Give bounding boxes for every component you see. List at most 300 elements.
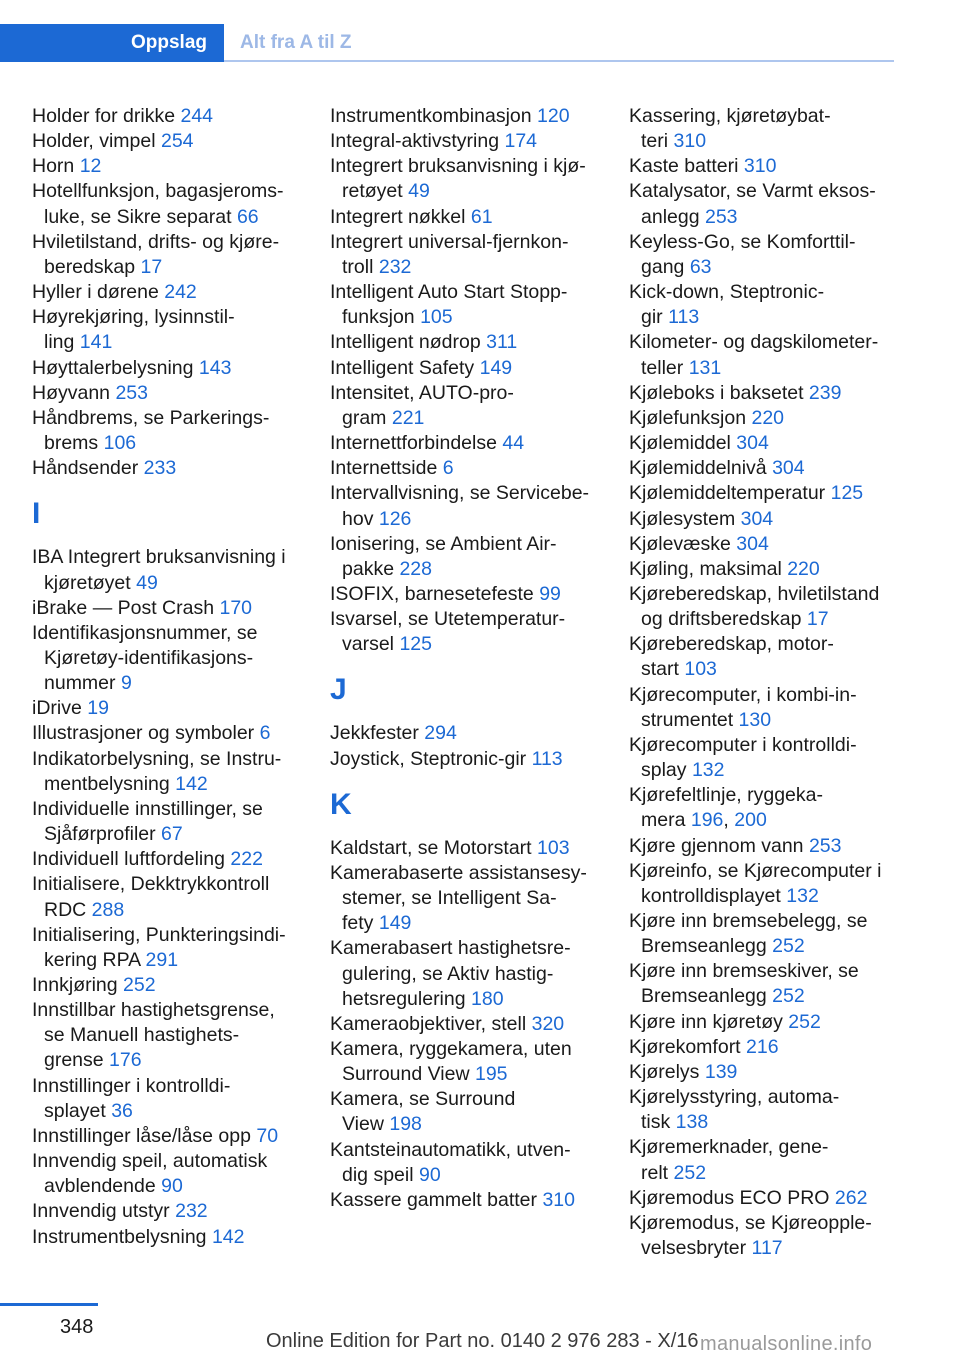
page-link[interactable]: 132: [786, 884, 819, 907]
page-link[interactable]: 120: [537, 105, 570, 127]
index-entry-text: Kamerabasert hastighetsre-: [330, 937, 571, 960]
index-entry-text: strumentet: [641, 708, 739, 731]
index-entry: [32, 1149, 300, 1199]
index-entry-text: Kjøreinfo, se Kjørecomputer i: [629, 859, 882, 882]
index-entry-text: Håndsender: [32, 457, 144, 480]
index-entry-text: Kjøre gjennom vann: [629, 834, 809, 857]
index-entry-text: Høyttalerbelysning: [32, 356, 199, 379]
page-link[interactable]: 63: [689, 255, 712, 278]
index-entry-text: relt: [641, 1161, 674, 1184]
index-entry-text: Kjølevæske: [629, 532, 737, 555]
index-entry: [32, 998, 300, 1073]
page-link[interactable]: 220: [787, 557, 820, 580]
index-entry-text: Integrert nøkkel: [330, 205, 471, 228]
edition-footer: Online Edition for Part no. 0140 2 976 283 - X/16: [266, 1330, 699, 1352]
page-link[interactable]: 125: [830, 482, 864, 505]
index-letter-heading: I: [32, 497, 41, 531]
index-entry-text: Initialisere, Dekktrykkontroll: [32, 873, 270, 896]
page-link[interactable]: 252: [788, 1010, 821, 1033]
page-link[interactable]: 141: [79, 331, 113, 354]
page-link[interactable]: 130: [738, 708, 772, 731]
index-entry-text: Innstillinger låse/låse opp: [32, 1124, 257, 1147]
page-link[interactable]: 36: [111, 1099, 133, 1122]
index-entry-text: Integrert bruksanvisning i kjø-: [330, 155, 586, 178]
index-entry: [32, 381, 300, 406]
index-entry-text: og driftsberedskap: [641, 608, 807, 631]
index-entry-text: Isvarsel, se Utetemperatur-: [330, 608, 566, 631]
index-entry-text: hetsregulering: [342, 987, 471, 1010]
index-entry-text: Kjøre inn bremsebelegg, se: [629, 910, 868, 932]
page-number: 348: [60, 1316, 94, 1338]
index-entry-text: Kantsteinautomatikk, utven-: [330, 1138, 571, 1161]
index-entry-text: kering RPA: [44, 948, 146, 971]
index-entry: [330, 481, 598, 531]
index-entry: [32, 872, 300, 922]
page-link[interactable]: 228: [399, 557, 432, 580]
index-entry-text: Innstillbar hastighetsgrense,: [32, 999, 275, 1022]
page-link[interactable]: 17: [806, 608, 829, 631]
index-entry: [32, 230, 300, 280]
index-entry-text: tisk: [641, 1111, 676, 1134]
tab-oppslag[interactable]: Oppslag: [0, 24, 224, 62]
index-entry-text: splayet: [44, 1099, 112, 1122]
page-link[interactable]: 320: [531, 1012, 565, 1035]
index-entry-text: Kjølemiddeltemperatur: [629, 482, 831, 505]
index-entry: [629, 431, 897, 456]
page-link[interactable]: 131: [688, 356, 722, 379]
index-entry-text: pakke: [342, 557, 400, 580]
index-entry: [32, 1199, 300, 1224]
index-entry-text: Kjøremerknader, gene-: [629, 1136, 829, 1159]
index-entry: [629, 783, 897, 833]
index-entry-text: Intelligent nødrop: [330, 331, 487, 354]
index-entry-text: Holder, vimpel: [32, 130, 161, 153]
index-entry-text: Intensitet, AUTO-pro-: [330, 381, 514, 404]
page-link[interactable]: 142: [175, 772, 208, 795]
index-entry-text: dig speil: [342, 1163, 419, 1186]
index-entry-text: kontrolldisplayet: [641, 884, 787, 907]
index-entry-text: Innkjøring: [32, 974, 124, 996]
index-entry-text: Katalysator, se Varmt eksos-: [629, 180, 876, 203]
index-entry: [330, 330, 598, 355]
page-link[interactable]: 311: [486, 331, 518, 354]
index-entry-text: Ionisering, se Ambient Air-: [330, 532, 557, 555]
index-entry-text: Kamerabaserte assistansesy-: [330, 861, 587, 884]
index-entry-text: start: [641, 658, 685, 681]
index-entry: [629, 230, 897, 280]
page-link[interactable]: 138: [675, 1111, 709, 1134]
page-link[interactable]: 99: [539, 582, 561, 605]
index-entry-text: Internettside: [330, 457, 443, 480]
page-link[interactable]: 70: [256, 1124, 279, 1147]
index-entry: [32, 129, 300, 154]
index-entry: [330, 721, 598, 746]
page-link[interactable]: 252: [123, 974, 156, 996]
page-link[interactable]: 176: [109, 1049, 142, 1072]
index-letter-heading: K: [330, 787, 352, 821]
page-link[interactable]: 195: [474, 1063, 508, 1086]
index-entry: [629, 632, 897, 682]
index-entry: [330, 1188, 598, 1213]
index-entry: [629, 330, 897, 380]
page-link[interactable]: 262: [834, 1186, 868, 1209]
index-entry-text: gang: [641, 255, 690, 278]
index-entry: [629, 909, 897, 959]
index-entry: [32, 305, 300, 355]
index-entry-text: Sjåførprofiler: [44, 823, 162, 846]
index-entry-text: Jekkfester: [330, 722, 425, 745]
index-entry-text: Identifikasjonsnummer, se: [32, 621, 258, 644]
index-entry-text: Håndbrems, se Parkerings-: [32, 406, 270, 429]
index-entry: [330, 129, 598, 154]
page-link[interactable]: 67: [161, 823, 183, 846]
index-entry-text: Innvendig speil, automatisk: [32, 1150, 268, 1173]
index-entry: [32, 1124, 300, 1149]
index-entry-text: Kilometer- og dagskilometer-: [629, 331, 879, 354]
index-entry-text: Kjøre inn kjøretøy: [629, 1010, 789, 1033]
page-link[interactable]: 44: [502, 432, 525, 455]
index-entry-text: Kamera, se Surround: [330, 1088, 516, 1111]
index-entry-text: Joystick, Steptronic-gir: [330, 747, 532, 770]
index-entry: [629, 1085, 897, 1135]
page-link[interactable]: 105: [420, 306, 453, 329]
index-entry-text: Bremseanlegg: [641, 935, 773, 958]
index-entry: [629, 1211, 897, 1261]
index-entry-text: Kick-down, Steptronic-: [629, 281, 825, 304]
index-column-3: [629, 104, 897, 1261]
index-entry: [629, 381, 897, 406]
page-link[interactable]: 139: [704, 1060, 738, 1083]
index-entry-text: funksjon: [342, 306, 421, 329]
index-entry: [629, 280, 897, 330]
index-entry-text: Horn: [32, 155, 80, 178]
page-link[interactable]: 126: [378, 507, 412, 530]
index-entry: [32, 179, 300, 229]
index-entry-text: gir: [641, 306, 669, 329]
index-entry-text: Instrumentkombinasjon: [330, 105, 538, 127]
index-entry-text: troll: [342, 255, 379, 278]
index-entry-text: mentbelysning: [44, 772, 176, 795]
index-entry-text: Illustrasjoner og symboler: [32, 722, 260, 745]
index-entry-text: Individuell luftfordeling: [32, 848, 231, 871]
page-link[interactable]: 117: [751, 1237, 783, 1260]
index-entry-text: iDrive: [32, 697, 88, 720]
index-entry-text: Bremseanlegg: [641, 985, 773, 1008]
index-entry-text: Kjøre inn bremseskiver, se: [629, 960, 859, 983]
index-entry-text: Kassering, kjøretøybat-: [629, 105, 831, 127]
index-entry-text: gulering, se Aktiv hastig-: [342, 962, 554, 985]
index-entry-text: Kjørekomfort: [629, 1035, 747, 1058]
page-link[interactable]: 304: [740, 507, 774, 530]
index-entry-text: Kjølesystem: [629, 507, 741, 530]
index-entry-text: Individuelle innstillinger, se: [32, 797, 263, 820]
index-entry-text: fety: [342, 912, 379, 935]
index-entry-text: Høyvann: [32, 381, 116, 404]
watermark: manualsonline.info: [700, 1333, 873, 1355]
index-entry: [32, 721, 300, 746]
index-entry: [330, 431, 598, 456]
index-entry: [629, 1035, 897, 1060]
page-link[interactable]: 222: [230, 848, 263, 871]
index-entry: [32, 1225, 300, 1250]
page-link[interactable]: 66: [236, 205, 259, 228]
page-link[interactable]: 174: [504, 130, 538, 153]
index-entry-text: Integral-aktivstyring: [330, 130, 505, 153]
page-link[interactable]: 49: [408, 180, 430, 203]
index-entry: [330, 205, 598, 230]
page-link[interactable]: 310: [542, 1188, 575, 1211]
index-entry-text: Kjørelysstyring, automa-: [629, 1086, 840, 1109]
index-entry-text: ISOFIX, barnesetefeste: [330, 582, 540, 605]
index-entry-text: kjøretøyet: [44, 571, 137, 594]
index-entry: [32, 696, 300, 721]
index-entry: [32, 596, 300, 621]
index-entry-text: Initialisering, Punkteringsindi-: [32, 923, 286, 946]
index-entry-text: grense: [44, 1049, 110, 1072]
page-link[interactable]: 61: [470, 205, 493, 228]
index-entry-text: Kjørecomputer, i kombi-in-: [629, 683, 857, 706]
page-link[interactable]: 9: [120, 672, 132, 695]
page-separator: ,: [723, 809, 735, 832]
index-entry-text: Kjølefunksjon: [629, 406, 752, 429]
page-link[interactable]: 149: [378, 912, 412, 935]
index-entry: [629, 179, 897, 229]
index-entry-text: Innvendig utstyr: [32, 1200, 176, 1223]
index-entry-text: Kaldstart, se Motorstart: [330, 836, 537, 859]
index-entry-text: Hviletilstand, drifts- og kjøre-: [32, 230, 280, 253]
page-link[interactable]: 304: [736, 532, 769, 555]
page-link[interactable]: 253: [808, 834, 842, 857]
index-entry: [629, 683, 897, 733]
index-entry-text: Kjøling, maksimal: [629, 557, 788, 580]
page-link[interactable]: 252: [772, 985, 805, 1008]
index-entry: [629, 1135, 897, 1185]
page-link[interactable]: 252: [772, 935, 805, 958]
page-link[interactable]: 232: [378, 255, 412, 278]
index-entry-text: Hyller i dørene: [32, 281, 165, 304]
index-entry-text: Internettforbindelse: [330, 432, 503, 455]
index-entry: [629, 406, 897, 431]
index-entry-text: iBrake — Post Crash: [32, 596, 220, 619]
index-entry-text: anlegg: [641, 205, 705, 228]
index-entry: [330, 1087, 598, 1137]
index-entry-text: velsesbryter: [641, 1237, 752, 1260]
page-link[interactable]: 170: [219, 596, 253, 619]
index-entry-text: Kjørecomputer i kontrolldi-: [629, 733, 857, 756]
index-entry: [32, 973, 300, 998]
index-entry-text: Innstillinger i kontrolldi-: [32, 1074, 231, 1097]
index-entry: [330, 1138, 598, 1188]
index-entry-text: teller: [641, 356, 689, 379]
page-link[interactable]: 310: [673, 130, 707, 153]
page-number-bar: [0, 1303, 98, 1306]
page-link[interactable]: 200: [734, 809, 767, 832]
page-link[interactable]: 103: [684, 658, 717, 681]
index-entry-text: Intelligent Auto Start Stopp-: [330, 281, 568, 304]
index-entry-text: se Manuell hastighets-: [44, 1024, 240, 1047]
index-entry-text: brems: [44, 432, 104, 455]
index-entry: [32, 797, 300, 847]
index-entry-text: IBA Integrert bruksanvisning i: [32, 546, 286, 569]
page-link[interactable]: 221: [391, 406, 425, 429]
index-entry-text: hov: [342, 507, 379, 530]
index-entry: [629, 582, 897, 632]
index-entry-text: varsel: [342, 633, 400, 656]
index-entry-text: Kjøremodus, se Kjøreopple-: [629, 1211, 872, 1234]
index-entry: [32, 104, 300, 129]
index-entry: [330, 356, 598, 381]
index-entry: [629, 481, 897, 506]
index-entry-text: retøyet: [342, 180, 409, 203]
index-entry-text: Kameraobjektiver, stell: [330, 1012, 532, 1035]
index-entry: [330, 230, 598, 280]
index-entry-text: Kjølemiddelnivå: [629, 457, 773, 480]
index-entry: [629, 104, 897, 154]
page-link[interactable]: 132: [691, 759, 725, 782]
index-entry-text: avblendende: [44, 1175, 162, 1198]
page-link[interactable]: 233: [143, 457, 177, 480]
index-entry: [629, 507, 897, 532]
index-entry-text: Intervallvisning, se Servicebe-: [330, 482, 590, 505]
page-link[interactable]: 304: [772, 457, 805, 480]
index-entry-text: gram: [342, 406, 392, 429]
index-entry: [32, 545, 300, 595]
index-entry-text: nummer: [44, 672, 121, 695]
index-entry: [32, 356, 300, 381]
page-link[interactable]: 6: [259, 722, 271, 745]
index-entry-text: Keyless-Go, se Komforttil-: [629, 230, 856, 253]
index-entry: [629, 1060, 897, 1085]
index-entry-text: Integrert universal-fjernkon-: [330, 230, 569, 253]
page-link[interactable]: 90: [418, 1163, 441, 1186]
page-link[interactable]: 244: [180, 105, 214, 127]
page-link[interactable]: 252: [673, 1161, 707, 1184]
index-entry: [629, 859, 897, 909]
page-link[interactable]: 196: [690, 809, 724, 832]
index-entry: [330, 582, 598, 607]
index-entry: [629, 959, 897, 1009]
index-entry: [32, 923, 300, 973]
page-link[interactable]: 253: [115, 381, 148, 404]
page-link[interactable]: 142: [211, 1225, 245, 1248]
page-link[interactable]: 288: [91, 898, 125, 921]
page-link[interactable]: 242: [164, 281, 197, 304]
page-link[interactable]: 216: [746, 1035, 779, 1058]
index-column-2: [330, 104, 598, 1213]
index-entry: [330, 456, 598, 481]
page-link[interactable]: 106: [103, 432, 137, 455]
page-link[interactable]: 12: [79, 155, 102, 178]
index-entry: [330, 607, 598, 657]
index-entry: [330, 532, 598, 582]
index-entry-text: Kjøretøy-identifikasjons-: [44, 646, 254, 669]
page-link[interactable]: 294: [424, 722, 457, 745]
index-entry: [32, 280, 300, 305]
page-link[interactable]: 113: [668, 306, 700, 329]
page-link[interactable]: 291: [145, 948, 179, 971]
header-tabs: [0, 24, 894, 62]
index-entry: [32, 406, 300, 456]
index-entry: [629, 1010, 897, 1035]
index-entry-text: Hotellfunksjon, bagasjeroms-: [32, 180, 284, 203]
page-link[interactable]: 49: [136, 571, 158, 594]
page-link[interactable]: 6: [442, 457, 454, 480]
index-entry-text: Høyrekjøring, lysinnstil-: [32, 306, 235, 329]
index-entry: [330, 936, 598, 1011]
index-entry-text: Instrumentbelysning: [32, 1225, 212, 1248]
index-entry-text: Kjøleboks i baksetet: [629, 381, 809, 404]
page-link[interactable]: 232: [175, 1200, 208, 1223]
page-link[interactable]: 90: [161, 1175, 183, 1198]
page-link[interactable]: 19: [87, 697, 109, 720]
index-entry-text: ling: [44, 331, 80, 354]
index-entry: [330, 280, 598, 330]
index-entry: [330, 154, 598, 204]
index-entry-text: Kjørelys: [629, 1060, 705, 1083]
page-link[interactable]: 239: [808, 381, 842, 404]
index-entry: [32, 456, 300, 481]
page-link[interactable]: 143: [198, 356, 232, 379]
page-link[interactable]: 180: [471, 987, 504, 1010]
index-entry-text: Kassere gammelt batter: [330, 1188, 543, 1211]
index-entry: [32, 747, 300, 797]
page-link[interactable]: 149: [479, 356, 513, 379]
index-letter-heading: J: [330, 673, 347, 707]
index-entry: [629, 532, 897, 557]
page-link[interactable]: 113: [531, 747, 563, 770]
tab-divider: [224, 60, 894, 62]
index-entry: [629, 1186, 897, 1211]
page-link[interactable]: 220: [751, 406, 785, 429]
index-entry-text: Kjøreberedskap, hviletilstand: [629, 582, 880, 605]
index-entry: [32, 1074, 300, 1124]
index-entry-text: splay: [641, 759, 692, 782]
page-link[interactable]: 254: [160, 130, 194, 153]
page-link[interactable]: 125: [399, 633, 432, 656]
page-link[interactable]: 198: [389, 1113, 422, 1136]
index-entry: [330, 104, 598, 129]
index-entry: [629, 834, 897, 859]
index-entry-text: Surround View: [342, 1063, 475, 1086]
index-entry-text: beredskap: [44, 255, 141, 278]
index-entry: [629, 733, 897, 783]
index-entry: [330, 381, 598, 431]
index-entry-text: Indikatorbelysning, se Instru-: [32, 747, 282, 770]
index-entry-text: Holder for drikke: [32, 105, 181, 127]
page-link[interactable]: 310: [743, 155, 777, 178]
index-entry-text: Intelligent Safety: [330, 356, 480, 379]
index-entry-text: RDC: [44, 898, 92, 921]
index-entry-text: teri: [641, 130, 674, 153]
index-entry: [330, 1037, 598, 1087]
index-entry: [330, 747, 598, 772]
index-entry-text: Kjølemiddel: [629, 432, 737, 455]
index-entry: [32, 621, 300, 696]
index-entry: [629, 456, 897, 481]
index-entry-text: Kamera, ryggekamera, uten: [330, 1038, 572, 1060]
page-link[interactable]: 304: [736, 432, 769, 455]
page-link[interactable]: 17: [140, 255, 163, 278]
index-entry-text: Kjørefeltlinje, ryggeka-: [629, 784, 823, 807]
index-entry-text: View: [342, 1113, 390, 1136]
page-link[interactable]: 103: [537, 836, 570, 859]
index-entry: [629, 557, 897, 582]
index-entry: [629, 154, 897, 179]
index-entry-text: luke, se Sikre separat: [44, 205, 237, 228]
page-link[interactable]: 253: [704, 205, 738, 228]
tab-alt-fra-a-til-z[interactable]: Alt fra A til Z: [240, 32, 352, 53]
index-column-1: [32, 104, 300, 1250]
